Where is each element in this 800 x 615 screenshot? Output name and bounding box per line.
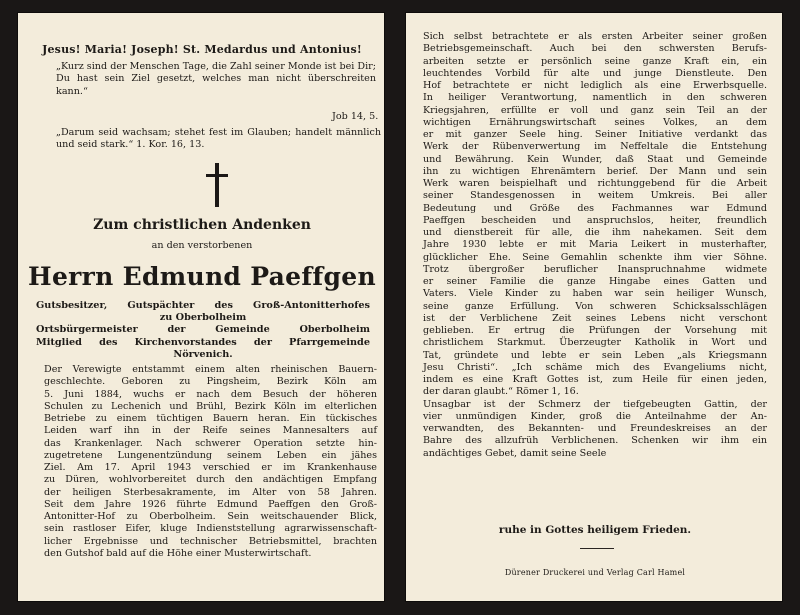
text-line: glücklicher Ehe. Seine Gemahlin schenkte ihm vier Söhne.: [423, 251, 767, 263]
text-line: Leiden warf ihn in der Reife seines Mannesalters auf: [44, 425, 377, 437]
text-line: christlichem Starkmut. Überzeugter Katholik in Wort und: [423, 337, 767, 349]
text-line: sein rastloser Eifer, kluge Indienststellung agrarwissenschaft-: [44, 523, 377, 535]
biography-text: [44, 364, 377, 560]
title-line: Ortsbürgermeister der Gemeinde Oberbolheim: [36, 324, 370, 336]
text-line: andächtiges Gebet, damit seine Seele: [423, 447, 607, 459]
cross-icon: [206, 163, 228, 207]
text-line: Ziel. Am 17. April 1943 verschied er im Krankenhause: [44, 462, 377, 473]
text-line: leuchtendes Vorbild für alte und junge Dienstleute. Den: [423, 67, 767, 79]
right-panel: [405, 12, 783, 602]
text-line: ihn zu wichtigen Ehrenämtern berief. Der Mann und sein: [423, 165, 767, 177]
text-line: Hof betrachtete er nicht lediglich als eine Erwerbsquelle.: [423, 80, 767, 91]
scripture-reference-job: Job 14, 5.: [332, 111, 379, 122]
text-line: Kriegsjahren, erfüllte er voll und ganz sein Teil an der: [423, 104, 767, 116]
text-line: zu Düren, wohlvorbereitet durch den andächtigen Empfang: [44, 474, 377, 486]
text-line: verwandten, des Bekannten- und Freundeskreises an der: [423, 423, 767, 434]
text-line: Schulen zu Lechenich und Brühl, Bezirk Köln im elterlichen: [44, 400, 377, 412]
title-line: Nörvenich.: [173, 348, 233, 360]
departed-caption: an den verstorbenen: [151, 240, 253, 251]
text-line: er mit ganzer Seele hing. Seiner Initiative verdankt das: [423, 129, 767, 140]
text-line: zugetretene Lungenentzündung seinem Leben ein jähes: [44, 449, 377, 461]
text-line: Betriebsgemeinschaft. Auch bei den schwersten Berufs-: [423, 43, 767, 55]
text-line: indem es eine Kraft Gottes ist, zum Heile für einen jeden,: [423, 374, 767, 385]
text-line: arbeiten setzte er persönlich seine ganze Kraft ein, ein: [423, 55, 767, 67]
memorial-heading: Zum christlichen Andenken: [93, 217, 311, 233]
text-line: licher Ergebnisse und technischer Betriebsmittel, brachten: [44, 535, 377, 547]
text-line: und Bewährung. Kein Wunder, daß Staat und Gemeinde: [423, 153, 767, 165]
text-line: Werk der Rübenverwertung im Neffeltale die Entstehung: [423, 141, 767, 153]
text-line: Trotz übergroßer beruflicher Inanspruchnahme widmete: [423, 263, 767, 275]
text-line: und dienstbereit für alle, die ihm nahekamen. Seit dem: [423, 227, 767, 238]
text-line: vier unmündigen Kinder, groß die Anteilnahme der An-: [423, 410, 767, 422]
text-line: Jesu Christi“. „Ich schäme mich des Evangeliums nicht,: [423, 361, 767, 373]
text-line: Unsagbar ist der Schmerz der tiefgebeugten Gattin, der: [423, 398, 767, 410]
text-line: Tat, gründete und lebte er sein Leben „als Kriegsmann: [423, 349, 767, 361]
text-line: Vaters. Viele Kinder zu haben war sein heiliger Wunsch,: [423, 288, 767, 300]
eulogy-text: [423, 31, 767, 460]
text-line: der heiligen Sterbesakramente, im Alter von 58 Jahren.: [44, 486, 377, 498]
printer-imprint: Dürener Druckerei und Verlag Carl Hamel: [504, 568, 686, 577]
text-line: Paeffgen bescheiden und anspruchslos, heiter, freundlich: [423, 214, 767, 226]
text-line: er seiner Familie die ganze Hingabe eines Gatten und: [423, 276, 767, 287]
text-line: der daran glaubt.“ Römer 1, 16.: [423, 386, 579, 398]
text-line: Seit dem Jahre 1926 führte Edmund Paeffgen den Groß-: [44, 498, 377, 510]
text-line: Der Verewigte entstammt einem alten rheinischen Bauern-: [44, 364, 377, 375]
text-line: 5. Juni 1884, wuchs er nach dem Besuch der höheren: [44, 388, 377, 400]
text-line: den Gutshof bald auf die Höhe einer Musterwirtschaft.: [44, 547, 312, 559]
closing-blessing: ruhe in Gottes heiligem Frieden.: [498, 524, 692, 536]
text-line: geschlechte. Geboren zu Pingsheim, Bezirk Köln am: [44, 376, 377, 388]
text-line: Werk waren beispielhaft und richtunggebend für die Arbeit: [423, 178, 767, 189]
text-line: seiner Standesgenossen in weitem Umkreis. Bei aller: [423, 190, 767, 202]
title-line: Gutsbesitzer, Gutspächter des Groß-Antonitterhofes: [36, 300, 370, 311]
invocation-line: Jesus! Maria! Joseph! St. Medardus und Antonius!: [42, 43, 362, 56]
deceased-name: Herrn Edmund Paeffgen: [28, 262, 376, 291]
text-line: das Krankenlager. Nach schwerer Operation setzte hin-: [44, 437, 377, 449]
scripture-quote-corinthians: „Darum seid wachsam; stehet fest im Glauben; handelt männlich und seid stark.“ 1. Kor. 16, 13.: [56, 127, 381, 151]
scripture-quote-job: „Kurz sind der Menschen Tage, die Zahl seiner Monde ist bei Dir; Du hast sein Ziel gesetzt, welches man nicht überschreiten kann.“: [56, 61, 376, 97]
text-line: Bedeutung und Größe des Fachmannes war Edmund: [423, 202, 767, 214]
text-line: seine ganze Erfüllung. Von schweren Schicksalsschlägen: [423, 300, 767, 312]
left-panel: [17, 12, 385, 602]
divider-rule: [580, 548, 614, 549]
text-line: Antonitter-Hof zu Oberbolheim. Sein weitschauender Blick,: [44, 511, 377, 522]
text-line: Betriebe zu einem tüchtigen Bauern heran. Ein tückisches: [44, 413, 377, 424]
text-line: ist der Verblichene Zeit seines Lebens nicht verschont: [423, 312, 767, 324]
text-line: Jahre 1930 lebte er mit Maria Leikert in musterhafter,: [423, 239, 767, 251]
text-line: Sich selbst betrachtete er als ersten Arbeiter seiner großen: [423, 31, 767, 42]
text-line: wichtigen Ernährungswirtschaft seines Volkes, an dem: [423, 116, 767, 128]
deceased-titles: [36, 300, 370, 361]
text-line: geblieben. Er ertrug die Prüfungen der Vorsehung mit: [423, 325, 767, 336]
title-line: zu Oberbolheim: [159, 312, 247, 324]
text-line: In heiliger Verantwortung, namentlich in den schweren: [423, 92, 767, 104]
text-line: Bahre des allzufrüh Verblichenen. Schenken wir ihm ein: [423, 435, 767, 447]
title-line: Mitglied des Kirchenvorstandes der Pfarrgemeinde: [36, 336, 370, 348]
